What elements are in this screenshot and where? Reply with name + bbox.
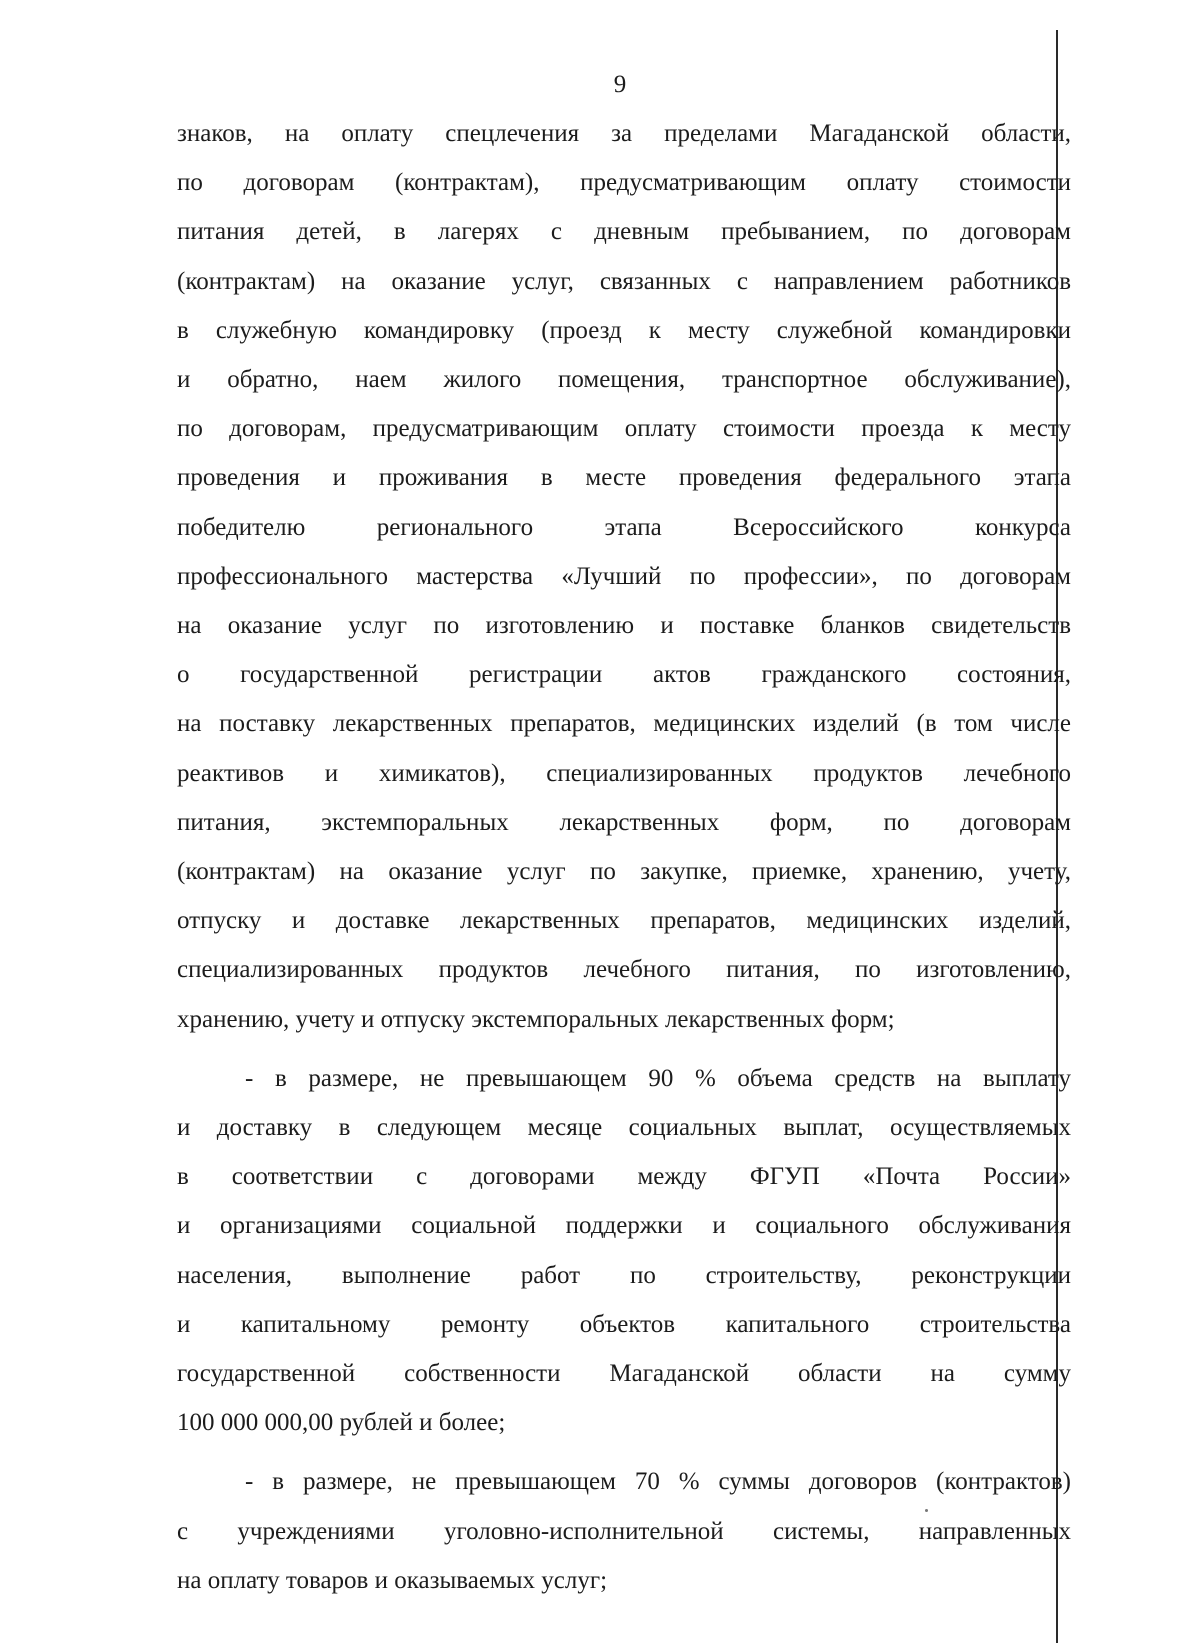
text-line: и доставку в следующем месяце социальных выплат, осуществляемых (177, 1114, 1071, 1142)
text-line: на оказание услуг по изготовлению и поставке бланков свидетельств (177, 612, 1071, 640)
paragraph-2 (177, 1054, 1071, 1448)
text-line: питания, экстемпоральных лекарственных форм, по договорам (177, 808, 1071, 836)
text-line: о государственной регистрации актов гражданского состояния, (177, 661, 1071, 689)
text-line: в соответствии с договорами между ФГУП «Почта России» (177, 1163, 1071, 1191)
text-line: отпуску и доставке лекарственных препаратов, медицинских изделий, (177, 907, 1071, 935)
text-line: на оплату товаров и оказываемых услуг; (177, 1566, 608, 1594)
text-line: профессионального мастерства «Лучший по профессии», по договорам (177, 562, 1071, 590)
paragraph-3 (177, 1457, 1071, 1605)
text-line: и организациями социальной поддержки и социального обслуживания (177, 1212, 1071, 1240)
text-line: с учреждениями уголовно-исполнительной системы, направленных (177, 1517, 1071, 1545)
text-line: и капитальному ремонту объектов капитального строительства (177, 1310, 1071, 1338)
text-line: по договорам (контрактам), предусматривающим оплату стоимости (177, 169, 1071, 197)
page-number: 9 (613, 71, 627, 98)
paragraph-1 (177, 109, 1071, 1044)
text-line: питания детей, в лагерях с дневным пребыванием, по договорам (177, 218, 1071, 246)
body-text (177, 109, 1071, 1605)
text-line: по договорам, предусматривающим оплату стоимости проезда к месту (177, 415, 1071, 443)
text-line: государственной собственности Магаданской области на сумму (177, 1360, 1071, 1388)
text-line: на поставку лекарственных препаратов, медицинских изделий (в том числе (177, 710, 1071, 738)
text-line: знаков, на оплату спецлечения за пределами Магаданской области, (177, 120, 1071, 147)
text-line: - в размере, не превышающем 70 % суммы договоров (контрактов) (245, 1468, 1071, 1496)
text-line: населения, выполнение работ по строительству, реконструкции (177, 1261, 1071, 1289)
text-line: (контрактам) на оказание услуг по закупке, приемке, хранению, учету, (177, 858, 1071, 886)
text-line: (контрактам) на оказание услуг, связанных с направлением работников (177, 267, 1071, 295)
text-line: 100 000 000,00 рублей и более; (177, 1409, 506, 1437)
text-line: победителю регионального этапа Всероссийского конкурса (177, 513, 1071, 541)
text-line: реактивов и химикатов), специализированных продуктов лечебного (177, 759, 1071, 787)
text-line: в служебную командировку (проезд к месту служебной командировки (177, 316, 1071, 344)
text-line: и обратно, наем жилого помещения, транспортное обслуживание), (177, 366, 1071, 394)
text-line: хранению, учету и отпуску экстемпоральных лекарственных форм; (177, 1005, 895, 1033)
text-line: специализированных продуктов лечебного питания, по изготовлению, (177, 956, 1071, 984)
text-line: проведения и проживания в месте проведения федерального этапа (177, 464, 1071, 492)
text-line: - в размере, не превышающем 90 % объема средств на выплату (245, 1064, 1071, 1092)
